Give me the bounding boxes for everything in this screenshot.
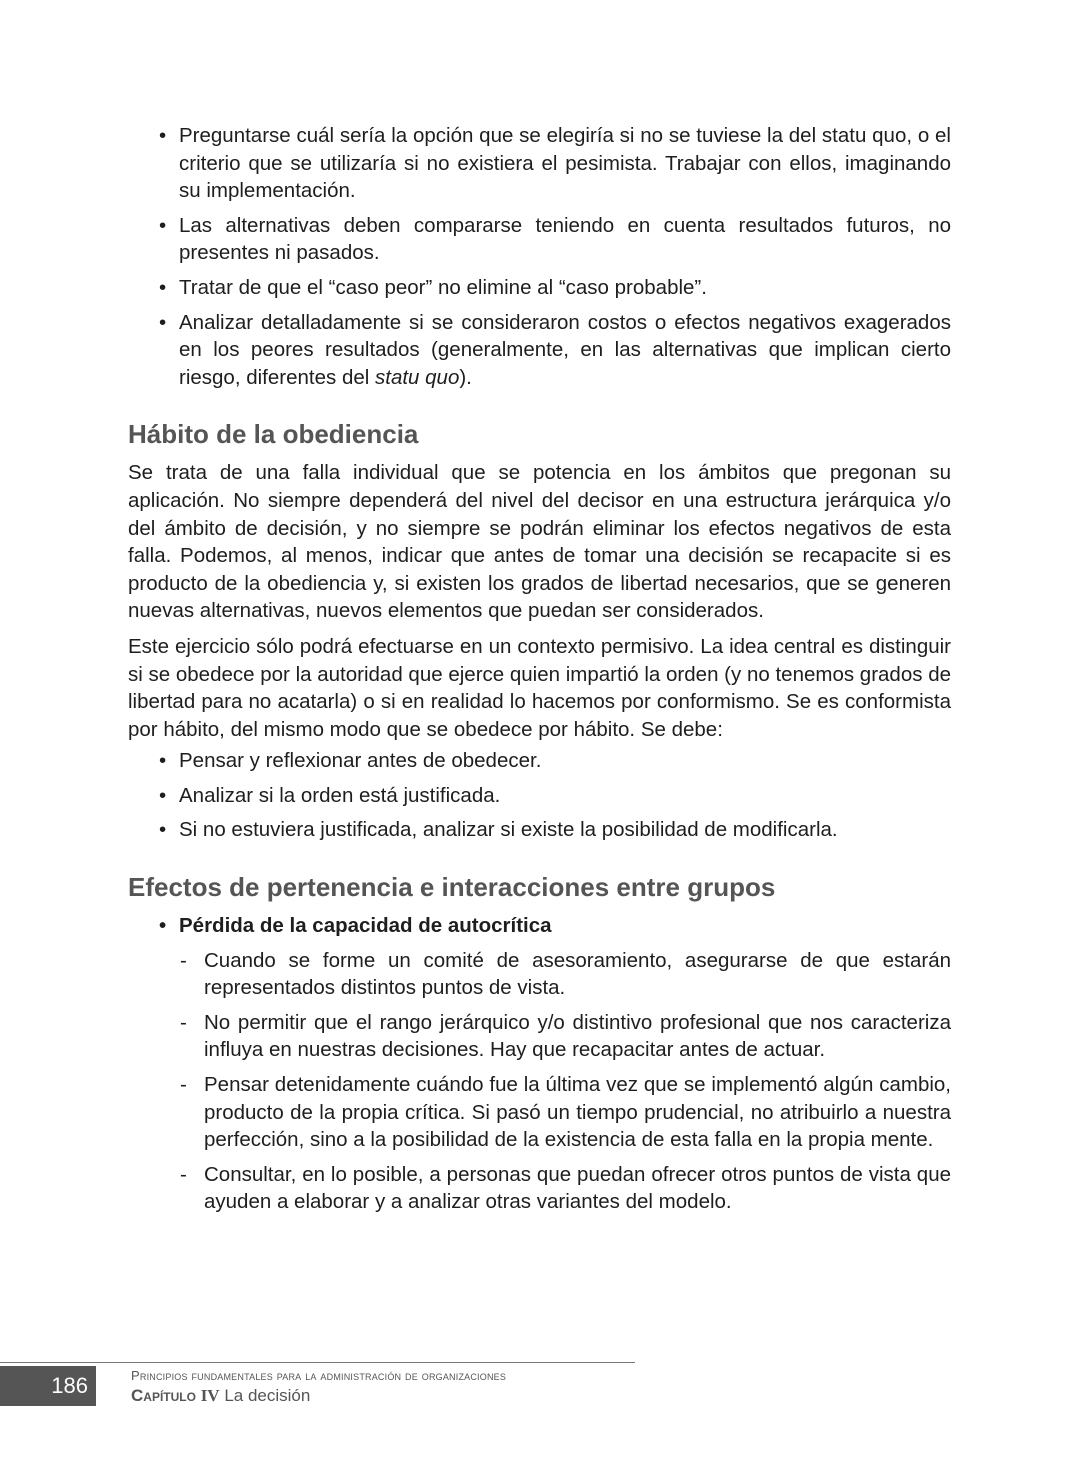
paragraph: Se trata de una falla individual que se potencia en los ámbitos que pregonan su aplicación. No siempre dependerá del nivel del decisor en una estructura jerárquica y/o del ámbito de decisión, y no siempre se podrán eliminar los efectos negativos de esta falla. Podemos, al menos, indicar que antes de tomar una decisión se recapacite si es producto de la obediencia y, si existen los grados de libertad necesarios, que se generen nuevas alternativas, nuevos elementos que puedan ser considerados. <box>128 461 951 623</box>
chapter-title: La decisión <box>224 1386 311 1405</box>
section-heading: Hábito de la obediencia <box>128 419 419 450</box>
list-item <box>128 309 951 392</box>
list-item-bold <box>128 912 951 940</box>
bullet-list-top <box>128 122 951 391</box>
chapter-line <box>131 1386 310 1406</box>
book-title: Principios fundamentales para la administración de organizaciones <box>131 1368 507 1383</box>
section-heading: Efectos de pertenencia e interacciones entre grupos <box>128 872 776 903</box>
list-item: • Analizar si la orden está justificada. <box>128 782 951 810</box>
dash-item: - Consultar, en lo posible, a personas que puedan ofrecer otros puntos de vista que ayuden a elaborar y a analizar otras variantes del modelo. <box>128 1161 951 1216</box>
subheading: Pérdida de la capacidad de autocrítica <box>179 914 552 938</box>
page-number: 186 <box>0 1366 96 1406</box>
chapter-number: IV <box>200 1386 220 1405</box>
bullet-list <box>128 747 951 844</box>
text: ). <box>459 365 472 389</box>
list-item: • Tratar de que el “caso peor” no elimine al “caso probable”. <box>128 274 951 302</box>
list-item: • Las alternativas deben compararse teniendo en cuenta resultados futuros, no presentes ni pasados. <box>128 212 951 267</box>
page-body <box>128 122 951 1223</box>
dash-item: - Pensar detenidamente cuándo fue la última vez que se implementó algún cambio, producto de la propia crítica. Si pasó un tiempo prudencial, no atribuirlo a nuestra perfección, sino a la posibilidad de la existencia de esta falla en la propia mente. <box>128 1071 951 1154</box>
dash-item: - No permitir que el rango jerárquico y/o distintivo profesional que nos caracteriza influya en nuestras decisiones. Hay que recapacitar antes de actuar. <box>128 1009 951 1064</box>
list-item: • Pensar y reflexionar antes de obedecer. <box>128 747 951 775</box>
bullet-list <box>128 912 951 940</box>
chapter-label: Capítulo <box>131 1386 196 1405</box>
italic-term: statu quo <box>375 365 460 389</box>
dash-item: - Cuando se forme un comité de asesoramiento, asegurarse de que estarán representados distintos puntos de vista. <box>128 947 951 1002</box>
footer-divider <box>0 1362 635 1363</box>
paragraph: Este ejercicio sólo podrá efectuarse en un contexto permisivo. La idea central es distinguir si se obedece por la autoridad que ejerce quien impartió la orden (y no tenemos grados de libertad para no acatarla) o si en realidad lo hacemos por conformismo. Se es conformista por hábito, del mismo modo que se obedece por hábito. Se debe: <box>128 634 951 741</box>
list-item: • Preguntarse cuál sería la opción que se elegiría si no se tuviese la del statu quo, o el criterio que se utilizaría si no existiera el pesimista. Trabajar con ellos, imaginando su implementación. <box>128 122 951 205</box>
list-item: • Si no estuviera justificada, analizar si existe la posibilidad de modificarla. <box>128 816 951 844</box>
dash-list <box>128 947 951 1216</box>
text: Analizar detalladamente si se consideraron costos o efectos negativos exagerados en los peores resultados (generalmente, en las alternativas que implican cierto riesgo, diferentes del <box>179 310 951 389</box>
